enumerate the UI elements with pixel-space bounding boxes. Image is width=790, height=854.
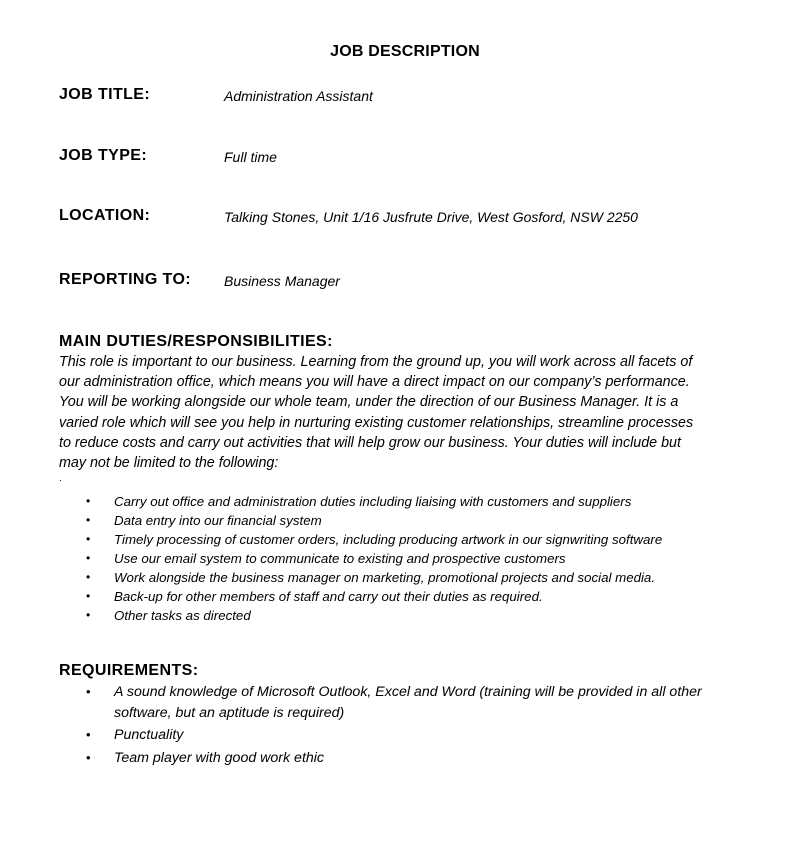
- field-value: Full time: [224, 149, 277, 165]
- field-label: JOB TITLE:: [59, 86, 151, 103]
- bullet-icon: •: [86, 608, 91, 622]
- bullet-icon: •: [86, 551, 91, 565]
- field-job-type: [59, 147, 759, 171]
- bullet-icon: •: [86, 727, 91, 742]
- field-label: JOB TYPE:: [59, 147, 148, 164]
- requirement-text: [114, 748, 324, 769]
- bullet-icon: •: [86, 494, 91, 508]
- bullet-icon: •: [86, 684, 91, 699]
- bullet-icon: •: [86, 589, 91, 603]
- field-label: LOCATION:: [59, 207, 151, 224]
- field-location: [59, 207, 759, 231]
- duty-text: Carry out office and administration duties including liaising with customers and suppliers: [114, 494, 632, 509]
- requirement-text: [114, 725, 183, 746]
- bullet-icon: •: [86, 570, 91, 584]
- bullet-icon: •: [86, 750, 91, 765]
- stray-mark: .: [59, 473, 62, 484]
- duty-text: Other tasks as directed: [114, 608, 251, 623]
- field-label: REPORTING TO:: [59, 271, 192, 288]
- duty-text: Data entry into our financial system: [114, 513, 322, 528]
- intro-line: may not be limited to the following:: [59, 455, 279, 472]
- field-value: Talking Stones, Unit 1/16 Jusfrute Drive, West Gosford, NSW 2250: [224, 209, 638, 225]
- requirement-line: Team player with good work ethic: [114, 750, 325, 766]
- intro-line: You will be working alongside our whole team, under the direction of our Business Manager. It is a: [59, 394, 679, 411]
- duty-text: Work alongside the business manager on marketing, promotional projects and social media.: [114, 570, 656, 585]
- bullet-icon: •: [86, 532, 91, 546]
- requirements-heading: REQUIREMENTS:: [59, 662, 199, 679]
- duties-heading: MAIN DUTIES/RESPONSIBILITIES:: [59, 333, 333, 350]
- field-value: Administration Assistant: [224, 88, 373, 104]
- intro-line: varied role which will see you help in nurturing existing customer relationships, streamline processes: [59, 414, 694, 431]
- duty-text: Use our email system to communicate to existing and prospective customers: [114, 551, 566, 566]
- field-value: Business Manager: [224, 273, 340, 289]
- duty-text: Timely processing of customer orders, including producing artwork in our signwriting software: [114, 532, 663, 547]
- bullet-icon: •: [86, 513, 91, 527]
- requirement-line: Punctuality: [114, 727, 184, 743]
- intro-line: to reduce costs and carry out activities that will help grow our business. Your duties will include but: [59, 434, 681, 451]
- intro-line: This role is important to our business. Learning from the ground up, you will work across all facets of: [59, 354, 693, 370]
- intro-line: our administration office, which means you will have a direct impact on our company’s performance.: [59, 374, 690, 391]
- requirement-line: A sound knowledge of Microsoft Outlook, Excel and Word (training will be provided in all other: [114, 684, 702, 700]
- field-job-title: [59, 86, 759, 110]
- field-reporting-to: [59, 271, 759, 295]
- duty-text: Back-up for other members of staff and carry out their duties as required.: [114, 589, 543, 604]
- duties-intro-paragraph: [59, 352, 759, 473]
- requirement-line: software, but an aptitude is required): [114, 704, 345, 721]
- requirement-text: [114, 682, 702, 723]
- document-title: JOB DESCRIPTION: [330, 43, 480, 60]
